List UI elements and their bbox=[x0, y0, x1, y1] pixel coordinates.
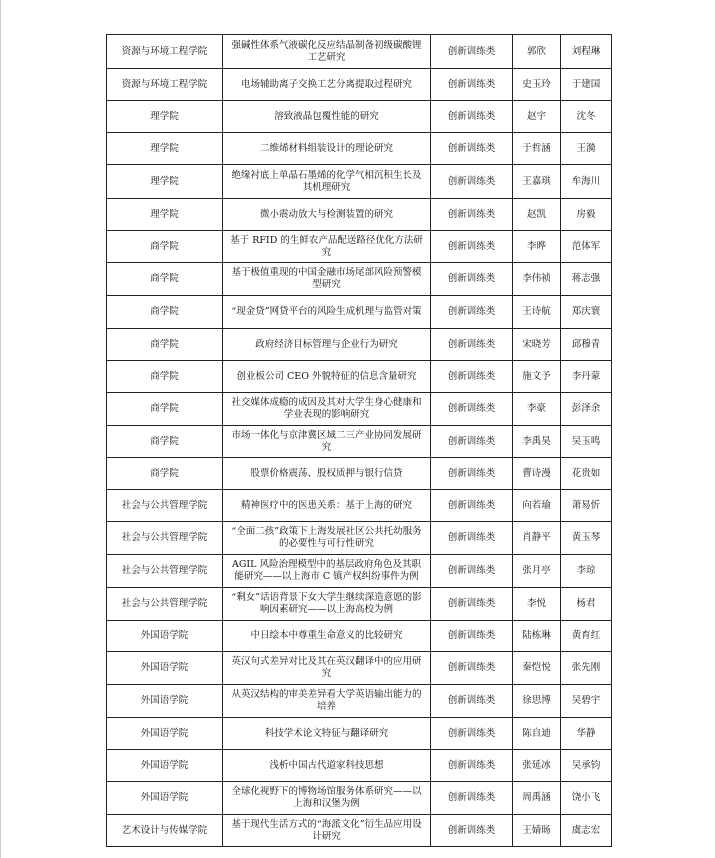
advisor-cell: 张先刚 bbox=[561, 652, 612, 685]
project-type-cell: 创新训练类 bbox=[431, 426, 513, 458]
project-title-cell: “现金贷”网贷平台的风险生成机理与监管对策 bbox=[223, 296, 431, 329]
college-cell: 商学院 bbox=[107, 426, 223, 458]
leader-cell: 郭欣 bbox=[513, 35, 561, 69]
project-type-cell: 创新训练类 bbox=[431, 588, 513, 621]
college-cell: 外国语学院 bbox=[107, 652, 223, 685]
leader-cell: 赵宇 bbox=[513, 101, 561, 133]
leader-cell: 李豪 bbox=[513, 393, 561, 426]
project-title-cell: 全球化视野下的博物场馆服务体系研究——以上海和汉堡为例 bbox=[223, 782, 431, 815]
college-cell: 资源与环境工程学院 bbox=[107, 35, 223, 69]
leader-cell: 张月亭 bbox=[513, 555, 561, 588]
college-cell: 社会与公共管理学院 bbox=[107, 490, 223, 522]
project-title-cell: 科技学术论文特征与翻译研究 bbox=[223, 718, 431, 750]
leader-cell: 李伟祯 bbox=[513, 263, 561, 296]
project-type-cell: 创新训练类 bbox=[431, 296, 513, 329]
advisor-cell: 沈冬 bbox=[561, 101, 612, 133]
project-title-cell: AGIL 风险治理模型中的基层政府角色及其职能研究——以上海市 C 镇产权纠纷事件为例 bbox=[223, 555, 431, 588]
project-type-cell: 创新训练类 bbox=[431, 165, 513, 199]
table-row bbox=[107, 815, 612, 847]
table-row bbox=[107, 101, 612, 133]
advisor-cell: 刘程琳 bbox=[561, 35, 612, 69]
leader-cell: 赵凯 bbox=[513, 199, 561, 231]
project-title-cell: “剩女”话语背景下女大学生继续深造意愿的影响因素研究——以上海高校为例 bbox=[223, 588, 431, 621]
leader-cell: 史玉玲 bbox=[513, 69, 561, 101]
project-title-cell: 股票价格震荡、股权质押与银行信贷 bbox=[223, 458, 431, 490]
table-row bbox=[107, 199, 612, 231]
project-title-cell: 精神医疗中的医患关系：基于上海的研究 bbox=[223, 490, 431, 522]
project-table bbox=[106, 34, 612, 847]
college-cell: 社会与公共管理学院 bbox=[107, 588, 223, 621]
leader-cell: 于哲涵 bbox=[513, 133, 561, 165]
leader-cell: 周禹涵 bbox=[513, 782, 561, 815]
project-type-cell: 创新训练类 bbox=[431, 815, 513, 847]
leader-cell: 张延冰 bbox=[513, 750, 561, 782]
table-row bbox=[107, 652, 612, 685]
page-edge-line bbox=[0, 0, 1, 858]
project-type-cell: 创新训练类 bbox=[431, 685, 513, 718]
college-cell: 理学院 bbox=[107, 133, 223, 165]
project-title-cell: 二维烯材料组装设计的理论研究 bbox=[223, 133, 431, 165]
leader-cell: 陈自迪 bbox=[513, 718, 561, 750]
project-type-cell: 创新训练类 bbox=[431, 718, 513, 750]
project-type-cell: 创新训练类 bbox=[431, 35, 513, 69]
college-cell: 理学院 bbox=[107, 199, 223, 231]
table-row bbox=[107, 133, 612, 165]
table-row bbox=[107, 393, 612, 426]
advisor-cell: 王漪 bbox=[561, 133, 612, 165]
college-cell: 商学院 bbox=[107, 231, 223, 263]
advisor-cell: 杨君 bbox=[561, 588, 612, 621]
project-title-cell: 浅析中国古代道家科技思想 bbox=[223, 750, 431, 782]
advisor-cell: 吴承钧 bbox=[561, 750, 612, 782]
leader-cell: 李晔 bbox=[513, 231, 561, 263]
project-type-cell: 创新训练类 bbox=[431, 101, 513, 133]
advisor-cell: 吴玉鸣 bbox=[561, 426, 612, 458]
table-row bbox=[107, 490, 612, 522]
college-cell: 社会与公共管理学院 bbox=[107, 522, 223, 555]
college-cell: 商学院 bbox=[107, 458, 223, 490]
advisor-cell: 虞志宏 bbox=[561, 815, 612, 847]
college-cell: 外国语学院 bbox=[107, 685, 223, 718]
leader-cell: 肖静平 bbox=[513, 522, 561, 555]
advisor-cell: 彭泽余 bbox=[561, 393, 612, 426]
college-cell: 商学院 bbox=[107, 361, 223, 393]
table-row bbox=[107, 621, 612, 652]
college-cell: 艺术设计与传媒学院 bbox=[107, 815, 223, 847]
project-type-cell: 创新训练类 bbox=[431, 329, 513, 361]
college-cell: 商学院 bbox=[107, 329, 223, 361]
table-row bbox=[107, 426, 612, 458]
table-row bbox=[107, 165, 612, 199]
leader-cell: 宋晓芳 bbox=[513, 329, 561, 361]
leader-cell: 李悦 bbox=[513, 588, 561, 621]
table-row bbox=[107, 263, 612, 296]
advisor-cell: 郑庆寰 bbox=[561, 296, 612, 329]
advisor-cell: 花贵如 bbox=[561, 458, 612, 490]
advisor-cell: 蒋志强 bbox=[561, 263, 612, 296]
leader-cell: 秦恺悦 bbox=[513, 652, 561, 685]
advisor-cell: 范体军 bbox=[561, 231, 612, 263]
college-cell: 外国语学院 bbox=[107, 750, 223, 782]
advisor-cell: 李琼 bbox=[561, 555, 612, 588]
advisor-cell: 黄玉琴 bbox=[561, 522, 612, 555]
table-row bbox=[107, 685, 612, 718]
advisor-cell: 邱穆青 bbox=[561, 329, 612, 361]
project-type-cell: 创新训练类 bbox=[431, 490, 513, 522]
project-title-cell: 基于极值重现的中国金融市场尾部风险预警模型研究 bbox=[223, 263, 431, 296]
table-row bbox=[107, 69, 612, 101]
table-row bbox=[107, 750, 612, 782]
project-table-body bbox=[107, 35, 612, 847]
advisor-cell: 于建国 bbox=[561, 69, 612, 101]
project-type-cell: 创新训练类 bbox=[431, 782, 513, 815]
project-title-cell: 溶致液晶包覆性能的研究 bbox=[223, 101, 431, 133]
project-type-cell: 创新训练类 bbox=[431, 750, 513, 782]
project-type-cell: 创新训练类 bbox=[431, 231, 513, 263]
project-type-cell: 创新训练类 bbox=[431, 555, 513, 588]
advisor-cell: 饶小飞 bbox=[561, 782, 612, 815]
project-title-cell: 中日绘本中尊重生命意义的比较研究 bbox=[223, 621, 431, 652]
table-row bbox=[107, 522, 612, 555]
project-title-cell: 创业板公司 CEO 外貌特征的信息含量研究 bbox=[223, 361, 431, 393]
advisor-cell: 牟海川 bbox=[561, 165, 612, 199]
project-type-cell: 创新训练类 bbox=[431, 652, 513, 685]
table-row bbox=[107, 361, 612, 393]
project-title-cell: 电场辅助离子交换工艺分离提取过程研究 bbox=[223, 69, 431, 101]
project-title-cell: 政府经济目标管理与企业行为研究 bbox=[223, 329, 431, 361]
college-cell: 外国语学院 bbox=[107, 621, 223, 652]
college-cell: 商学院 bbox=[107, 263, 223, 296]
leader-cell: 王诗航 bbox=[513, 296, 561, 329]
project-title-cell: “全面二孩”政策下上海发展社区公共托幼服务的必要性与可行性研究 bbox=[223, 522, 431, 555]
project-title-cell: 从英汉结构的审美差异看大学英语输出能力的培养 bbox=[223, 685, 431, 718]
leader-cell: 曹诗漫 bbox=[513, 458, 561, 490]
project-title-cell: 基于现代生活方式的“海派文化”衍生品应用设计研究 bbox=[223, 815, 431, 847]
table-row bbox=[107, 458, 612, 490]
college-cell: 外国语学院 bbox=[107, 718, 223, 750]
project-type-cell: 创新训练类 bbox=[431, 621, 513, 652]
project-title-cell: 社交媒体成瘾的成因及其对大学生身心健康和学业表现的影响研究 bbox=[223, 393, 431, 426]
college-cell: 理学院 bbox=[107, 165, 223, 199]
leader-cell: 徐思博 bbox=[513, 685, 561, 718]
project-title-cell: 基于 RFID 的生鲜农产品配送路径优化方法研究 bbox=[223, 231, 431, 263]
project-title-cell: 强碱性体系气液碳化反应结晶制备初级碳酸锂工艺研究 bbox=[223, 35, 431, 69]
leader-cell: 王嘉琪 bbox=[513, 165, 561, 199]
project-title-cell: 绝缘衬底上单晶石墨烯的化学气相沉积生长及其机理研究 bbox=[223, 165, 431, 199]
project-type-cell: 创新训练类 bbox=[431, 458, 513, 490]
leader-cell: 王婧旸 bbox=[513, 815, 561, 847]
advisor-cell: 李丹蒙 bbox=[561, 361, 612, 393]
leader-cell: 施文予 bbox=[513, 361, 561, 393]
leader-cell: 李禹昊 bbox=[513, 426, 561, 458]
advisor-cell: 萧易忻 bbox=[561, 490, 612, 522]
advisor-cell: 华静 bbox=[561, 718, 612, 750]
leader-cell: 陆栋琳 bbox=[513, 621, 561, 652]
college-cell: 外国语学院 bbox=[107, 782, 223, 815]
college-cell: 理学院 bbox=[107, 101, 223, 133]
table-row bbox=[107, 782, 612, 815]
advisor-cell: 吴碧宇 bbox=[561, 685, 612, 718]
table-row bbox=[107, 329, 612, 361]
college-cell: 商学院 bbox=[107, 393, 223, 426]
project-type-cell: 创新训练类 bbox=[431, 263, 513, 296]
project-type-cell: 创新训练类 bbox=[431, 393, 513, 426]
project-title-cell: 微小震动放大与检测装置的研究 bbox=[223, 199, 431, 231]
project-title-cell: 市场一体化与京津冀区域二三产业协同发展研究 bbox=[223, 426, 431, 458]
project-type-cell: 创新训练类 bbox=[431, 69, 513, 101]
college-cell: 社会与公共管理学院 bbox=[107, 555, 223, 588]
project-type-cell: 创新训练类 bbox=[431, 133, 513, 165]
table-row bbox=[107, 718, 612, 750]
project-title-cell: 英汉句式差异对比及其在英汉翻译中的应用研究 bbox=[223, 652, 431, 685]
table-row bbox=[107, 588, 612, 621]
table-row bbox=[107, 296, 612, 329]
project-type-cell: 创新训练类 bbox=[431, 199, 513, 231]
table-row bbox=[107, 231, 612, 263]
table-row bbox=[107, 555, 612, 588]
project-type-cell: 创新训练类 bbox=[431, 361, 513, 393]
college-cell: 资源与环境工程学院 bbox=[107, 69, 223, 101]
advisor-cell: 黄育红 bbox=[561, 621, 612, 652]
college-cell: 商学院 bbox=[107, 296, 223, 329]
table-row bbox=[107, 35, 612, 69]
project-type-cell: 创新训练类 bbox=[431, 522, 513, 555]
advisor-cell: 房毅 bbox=[561, 199, 612, 231]
leader-cell: 向若瑜 bbox=[513, 490, 561, 522]
